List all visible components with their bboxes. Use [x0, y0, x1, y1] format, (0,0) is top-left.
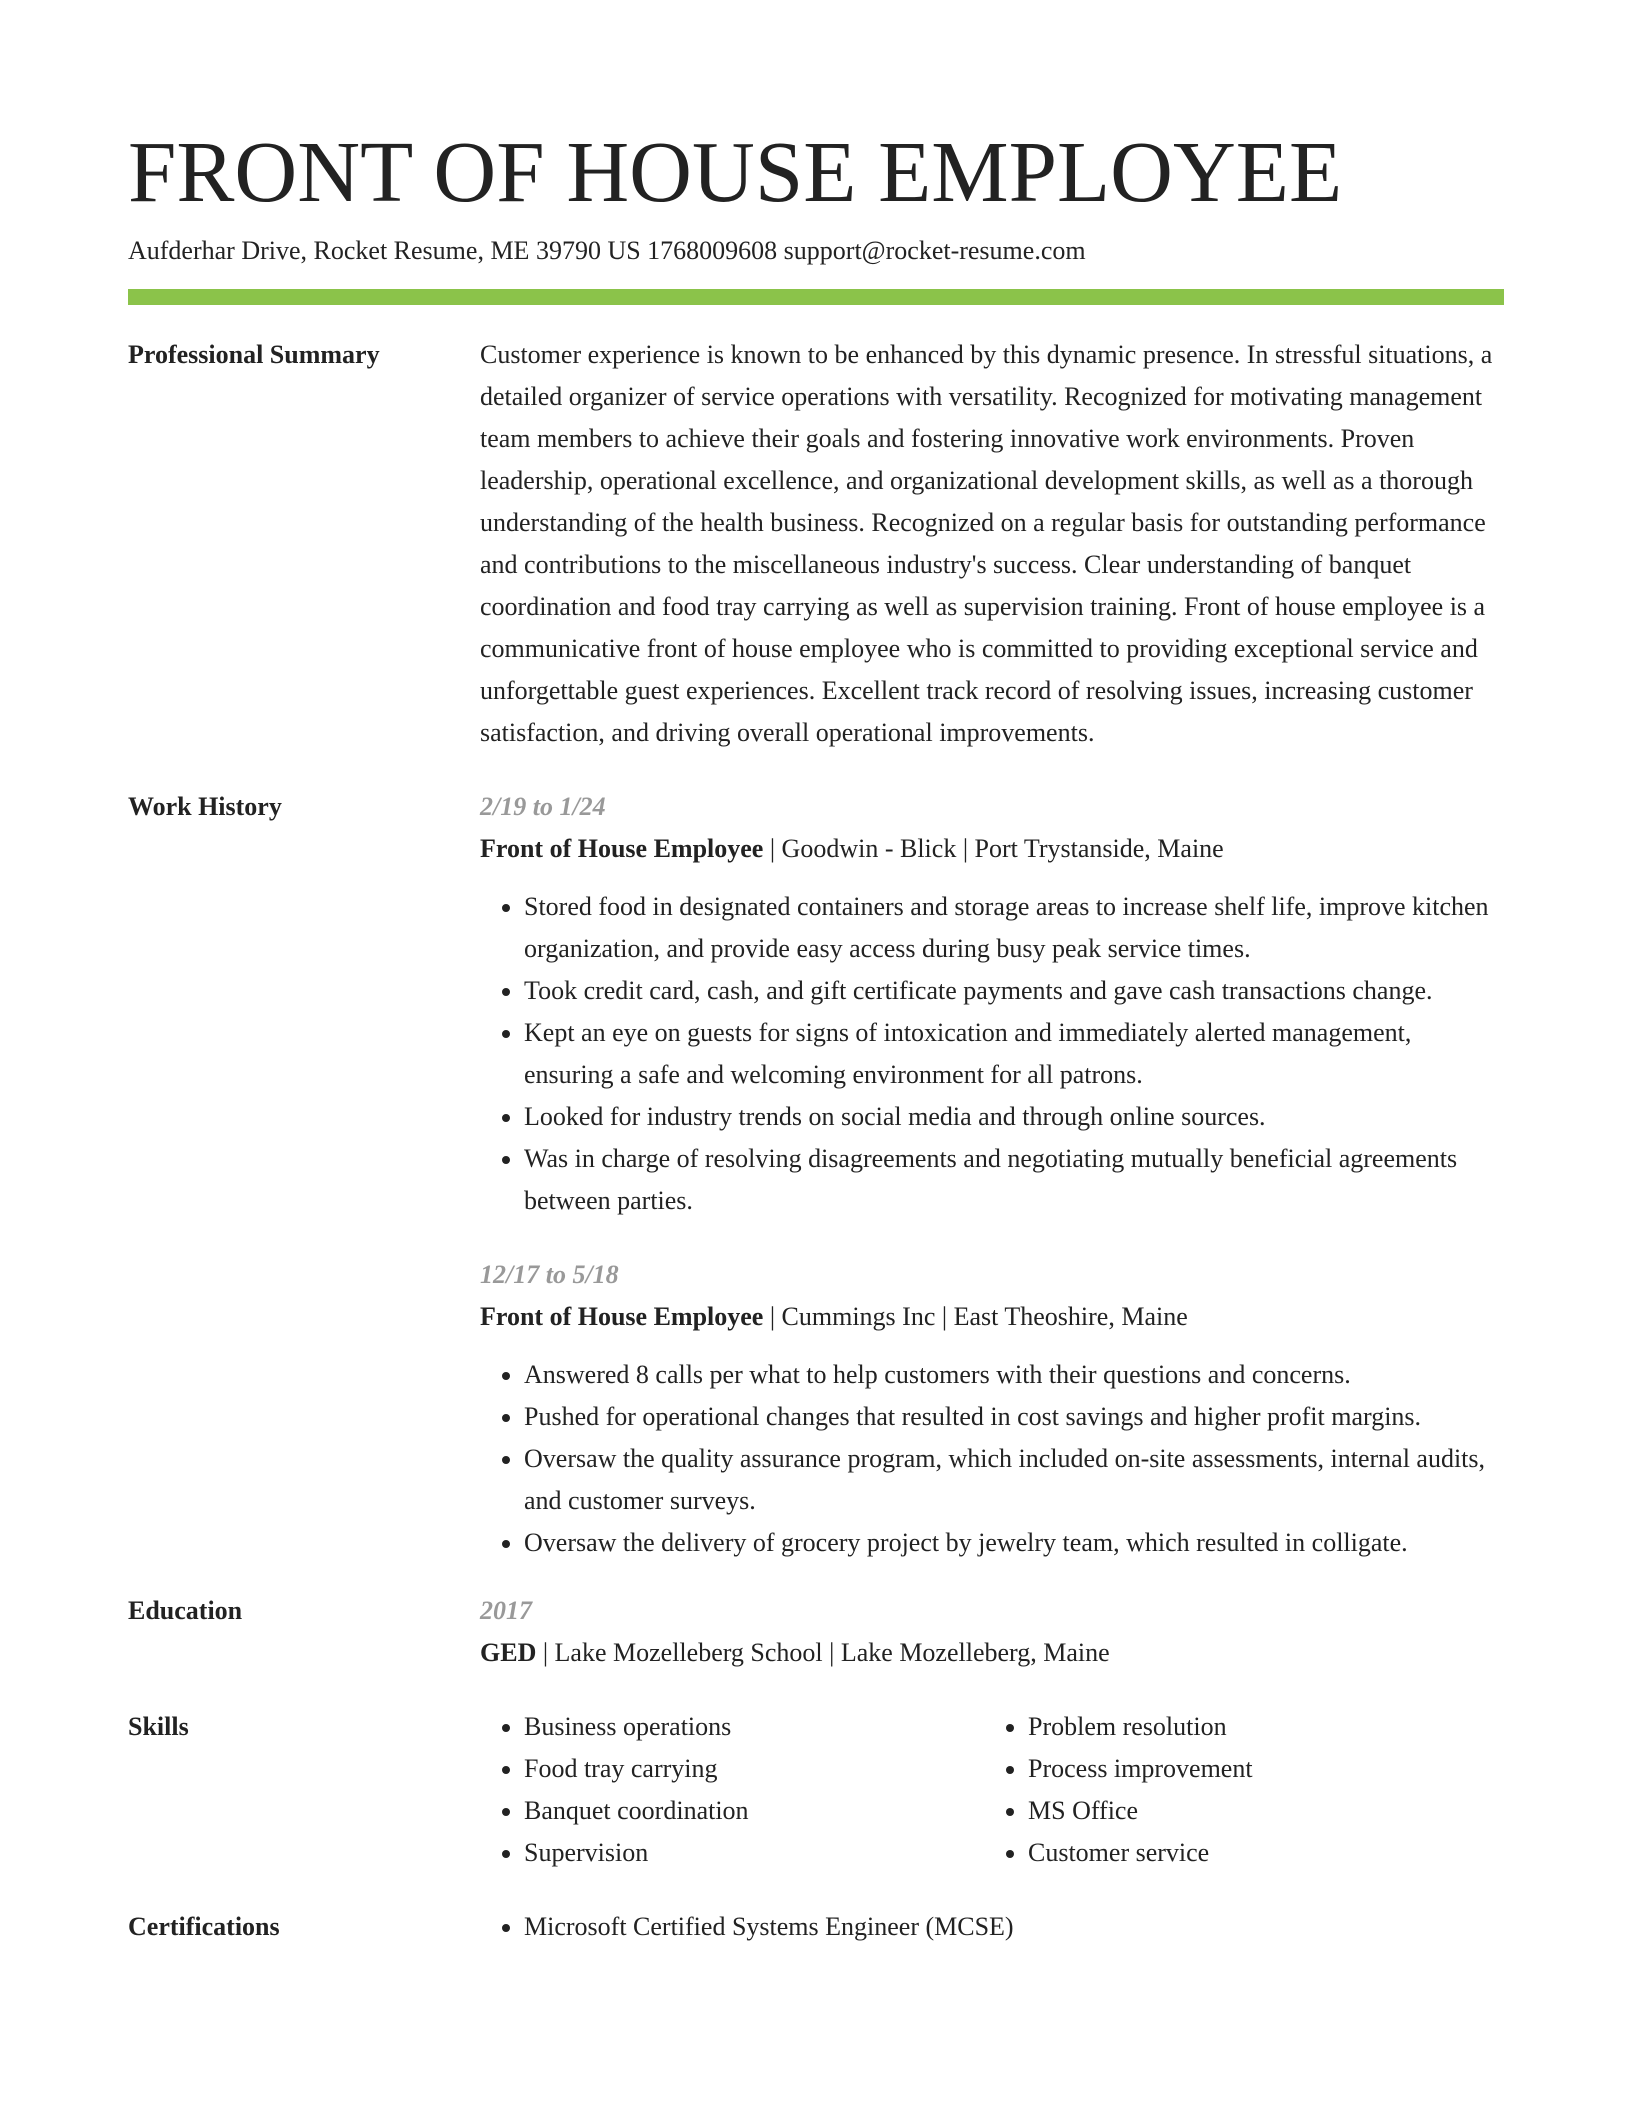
skills-heading: Skills [128, 1712, 189, 1741]
job-bullet: • Pushed for operational changes that resulted in cost savings and higher profit margins. [524, 1396, 1504, 1438]
certifications-section [128, 1906, 1504, 1948]
certification-list [480, 1906, 1504, 1948]
resume-page [128, 0, 1504, 1948]
job-role-line [480, 1296, 1504, 1338]
job-employer-location: | Cummings Inc | East Theoshire, Maine [763, 1302, 1188, 1331]
education-degree: GED [480, 1638, 537, 1667]
certifications-heading: Certifications [128, 1912, 280, 1941]
education-heading: Education [128, 1596, 243, 1625]
job-entry [480, 1254, 1504, 1564]
job-entry [480, 786, 1504, 1222]
summary-text: Customer experience is known to be enhanced by this dynamic presence. In stressful situations, a detailed organizer of service operations with versatility. Recognized for motivating management team members to achieve their goals and fostering innovative work environments. Proven leadership, operational excellence, and organizational development skills, as well as a thorough understanding of the health business. Recognized on a regular basis for outstanding performance and contributions to the miscellaneous industry's success. Clear understanding of banquet coordination and food tray carrying as well as supervision training. Front of house employee is a communicative front of house employee who is committed to providing exceptional service and unforgettable guest experiences. Excellent track record of resolving issues, increasing customer satisfaction, and driving overall operational improvements. [480, 340, 1493, 747]
job-bullet: • Oversaw the delivery of grocery project by jewelry team, which resulted in colligate. [524, 1522, 1504, 1564]
education-line [480, 1632, 1504, 1674]
skills-section [128, 1706, 1504, 1874]
work-history-heading: Work History [128, 792, 282, 821]
job-bullet: • Kept an eye on guests for signs of intoxication and immediately alerted management, ensuring a safe and welcoming environment for all patrons. [524, 1012, 1504, 1096]
skill-item: • Banquet coordination [524, 1790, 984, 1832]
education-year: 2017 [480, 1596, 532, 1625]
job-bullet: • Took credit card, cash, and gift certificate payments and gave cash transactions change. [524, 970, 1504, 1012]
resume-name: FRONT OF HOUSE EMPLOYEE [128, 123, 1343, 220]
job-employer-location: | Goodwin - Blick | Port Trystanside, Maine [763, 834, 1224, 863]
job-bullets [480, 886, 1504, 1222]
skill-item: • Problem resolution [1028, 1706, 1488, 1748]
job-bullet: • Looked for industry trends on social media and through online sources. [524, 1096, 1504, 1138]
work-history-content [480, 786, 1504, 1564]
skill-item: • Customer service [1028, 1832, 1488, 1874]
certification-item: • Microsoft Certified Systems Engineer (MCSE) [524, 1906, 1504, 1948]
certifications-content [480, 1906, 1504, 1948]
skill-item: • Business operations [524, 1706, 984, 1748]
skill-item: • Food tray carrying [524, 1748, 984, 1790]
skill-item: • MS Office [1028, 1790, 1488, 1832]
skills-grid [480, 1706, 1504, 1874]
contact-line: Aufderhar Drive, Rocket Resume, ME 39790 US 1768009608 support@rocket-resume.com [128, 236, 1086, 265]
job-bullet: • Was in charge of resolving disagreements and negotiating mutually beneficial agreements between parties. [524, 1138, 1504, 1222]
job-bullet: • Stored food in designated containers and storage areas to increase shelf life, improve kitchen organization, and provide easy access during busy peak service times. [524, 886, 1504, 970]
job-bullets [480, 1354, 1504, 1564]
job-role-line [480, 828, 1504, 870]
summary-section [128, 334, 1504, 754]
education-section [128, 1590, 1504, 1674]
accent-divider [128, 289, 1504, 305]
job-title: Front of House Employee [480, 834, 764, 863]
skills-column-left [480, 1706, 984, 1874]
job-dates: 12/17 to 5/18 [480, 1260, 619, 1289]
skills-column-right [984, 1706, 1488, 1874]
summary-heading: Professional Summary [128, 340, 380, 369]
job-dates: 2/19 to 1/24 [480, 792, 606, 821]
job-bullet: • Answered 8 calls per what to help customers with their questions and concerns. [524, 1354, 1504, 1396]
job-title: Front of House Employee [480, 1302, 764, 1331]
job-bullet: • Oversaw the quality assurance program, which included on-site assessments, internal audits, and customer surveys. [524, 1438, 1504, 1522]
skill-item: • Supervision [524, 1832, 984, 1874]
education-content [480, 1590, 1504, 1674]
work-history-section [128, 786, 1504, 1564]
skill-item: • Process improvement [1028, 1748, 1488, 1790]
education-school-location: | Lake Mozelleberg School | Lake Mozelleberg, Maine [536, 1638, 1110, 1667]
